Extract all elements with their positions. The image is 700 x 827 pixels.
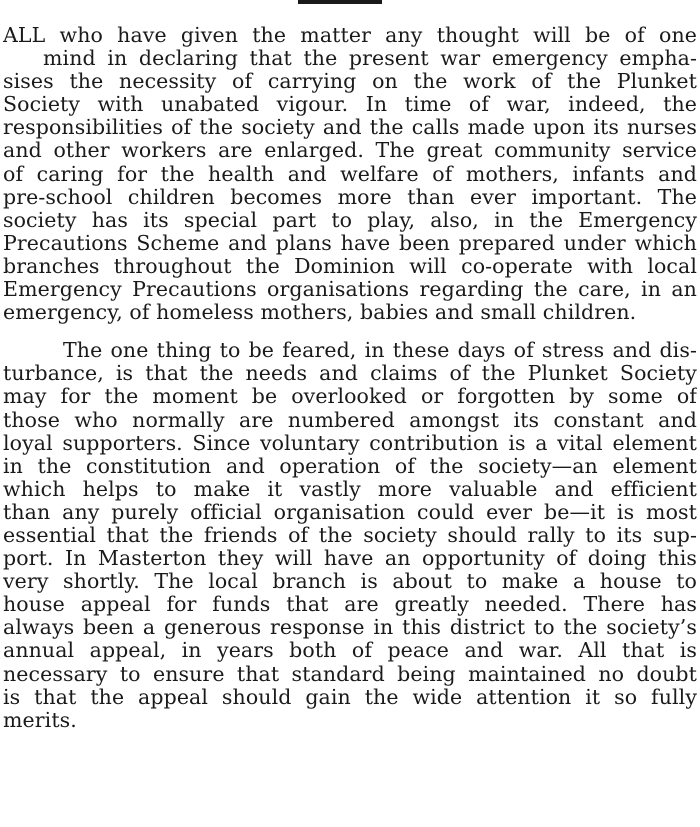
article-line: essential that the friends of the society should rally to its sup-: [3, 523, 697, 547]
article-line: house appeal for funds that are greatly needed. There has: [3, 593, 697, 617]
article-line: The one thing to be feared, in these days of stress and dis-: [63, 339, 697, 363]
article-line: very shortly. The local branch is about to make a house to: [3, 570, 697, 594]
article-line: is that the appeal should gain the wide attention it so fully: [3, 685, 697, 709]
article-line: mind in declaring that the present war emergency empha-: [43, 47, 697, 71]
article-line: may for the moment be overlooked or forgotten by some of: [3, 385, 697, 409]
article-line: of caring for the health and welfare of mothers, infants and: [3, 162, 697, 186]
article-column: [3, 24, 697, 732]
paragraph-2: [3, 339, 697, 732]
article-line: annual appeal, in years both of peace and war. All that is: [3, 639, 697, 663]
article-line: sises the necessity of carrying on the work of the Plunket: [3, 70, 697, 94]
article-line: responsibilities of the society and the calls made upon its nurses: [3, 116, 697, 140]
article-line: emergency, of homeless mothers, babies and small children.: [3, 301, 637, 325]
article-line: in the constitution and operation of the society—an element: [3, 454, 697, 478]
article-line: always been a generous response in this district to the society’s: [3, 616, 697, 640]
article-line: merits.: [3, 708, 77, 732]
article-line: Society with unabated vigour. In time of war, indeed, the: [3, 93, 697, 117]
article-line: than any purely official organisation could ever be—it is most: [3, 500, 697, 524]
article-line: branches throughout the Dominion will co-operate with local: [3, 254, 697, 278]
article-line: turbance, is that the needs and claims of the Plunket Society: [3, 362, 697, 386]
paragraph-gap: [3, 324, 697, 339]
article-line: necessary to ensure that standard being maintained no doubt: [3, 662, 697, 686]
article-line: and other workers are enlarged. The great community service: [3, 139, 697, 163]
article-line: Emergency Precautions organisations regarding the care, in an: [3, 278, 697, 302]
article-line: society has its special part to play, also, in the Emergency: [3, 208, 697, 232]
article-line: ALL who have given the matter any thought will be of one: [3, 24, 697, 47]
article-line: those who normally are numbered amongst its constant and: [3, 408, 697, 432]
article-line: port. In Masterton they will have an opportunity of doing this: [3, 547, 697, 571]
paragraph-1: [3, 24, 697, 324]
article-line: loyal supporters. Since voluntary contribution is a vital element: [3, 431, 697, 455]
article-line: which helps to make it vastly more valuable and efficient: [3, 477, 697, 501]
article-line: Precautions Scheme and plans have been prepared under which: [3, 231, 697, 255]
article-line: pre-school children becomes more than ever important. The: [3, 185, 697, 209]
heading-rule: [298, 0, 382, 4]
